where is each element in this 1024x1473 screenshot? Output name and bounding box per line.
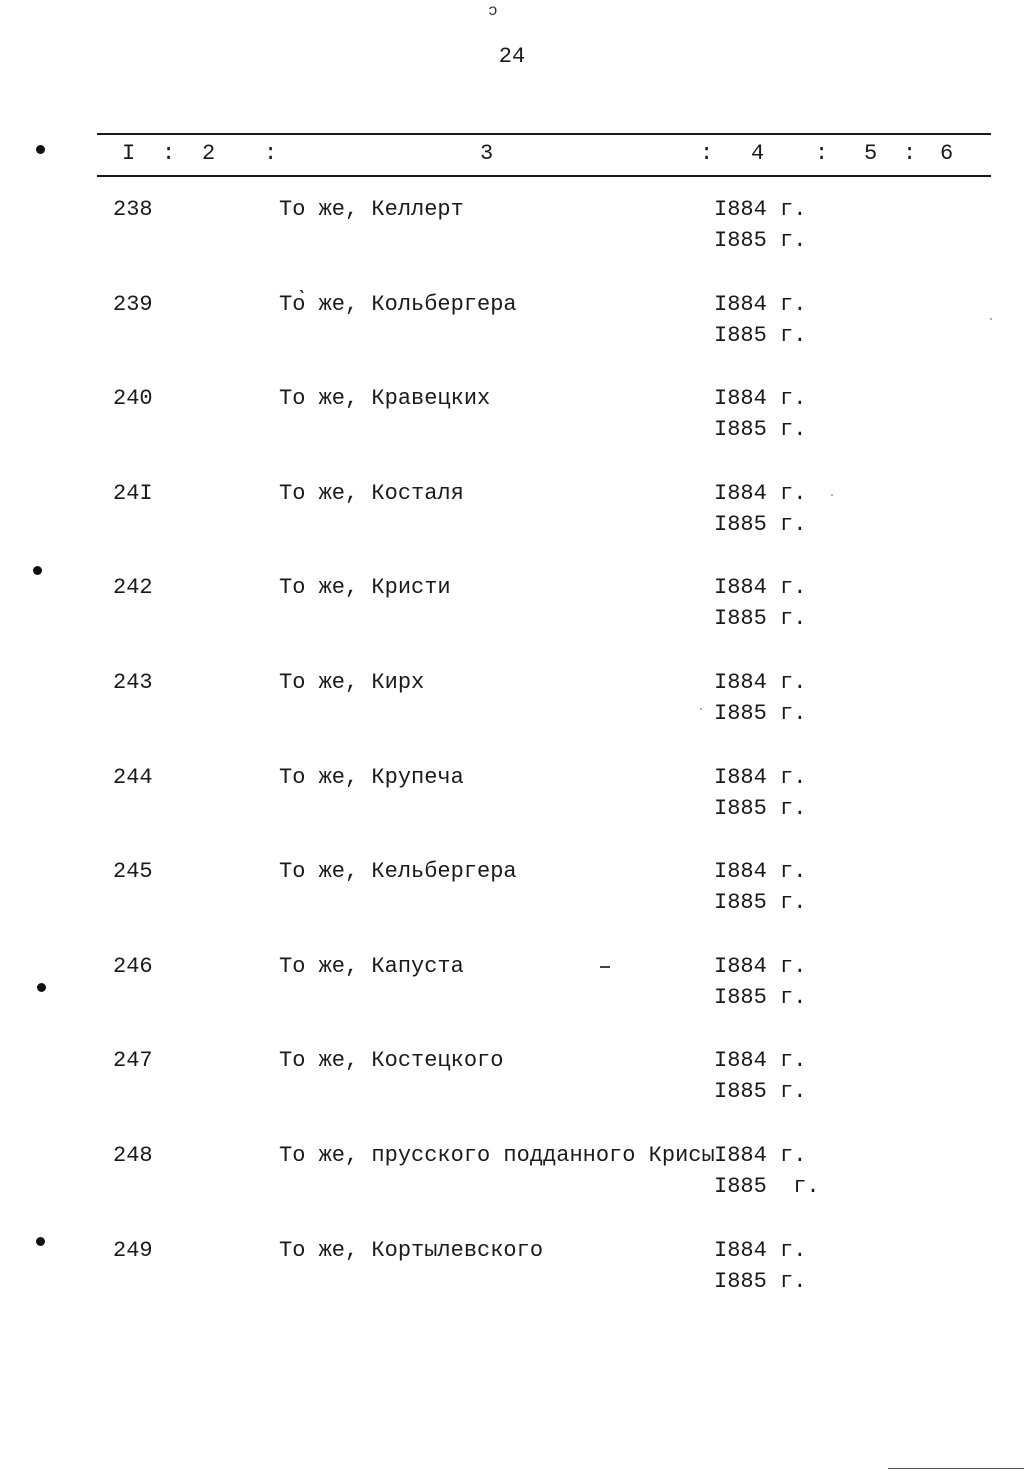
record-year-1: I884 г.	[714, 197, 807, 222]
header-col-3: 3	[480, 141, 494, 166]
record-description: То же, Костецкого	[279, 1048, 504, 1074]
record-year-1: I884 г.	[714, 291, 807, 317]
record-description: То же, Кортылевского	[279, 1237, 544, 1263]
scan-speck	[700, 708, 702, 710]
record-year-2: I885 г.	[714, 606, 807, 632]
record-year-2: I885 г.	[714, 795, 807, 821]
record-number: 248	[113, 1142, 153, 1168]
record-row	[0, 1048, 1024, 1143]
record-year-2: I885 г.	[714, 984, 807, 1010]
record-year-2: I885 г.	[714, 511, 807, 537]
record-row	[0, 1238, 1024, 1333]
header-col-2: 2	[202, 141, 216, 166]
record-year-1: I884 г.	[714, 1048, 807, 1074]
record-description: То же, Кирх	[279, 669, 425, 695]
scan-speck	[600, 966, 610, 968]
record-year-1: I884 г.	[714, 575, 807, 601]
table-top-rule	[97, 133, 991, 135]
record-number: 246	[113, 953, 153, 979]
record-number: 242	[113, 575, 153, 601]
header-separator: :	[700, 141, 714, 166]
record-number: 247	[113, 1048, 153, 1074]
header-col-4: 4	[751, 141, 765, 166]
header-separator: :	[903, 141, 917, 166]
record-year-2: I885 г.	[714, 890, 807, 916]
header-separator: :	[815, 141, 829, 166]
record-year-1: I884 г.	[714, 669, 807, 695]
record-year-1: I884 г.	[714, 764, 807, 790]
record-number: 244	[113, 764, 153, 790]
binder-hole-mark	[33, 566, 42, 575]
record-year-2: I885 г.	[714, 1079, 807, 1105]
record-year-1: I884 г.	[714, 386, 807, 412]
record-row	[0, 1143, 1024, 1238]
record-year-2: I885 г.	[714, 322, 807, 348]
page-number: 24	[498, 44, 526, 69]
record-row	[0, 197, 1024, 292]
record-number: 24I	[113, 480, 153, 506]
record-number: 239	[113, 291, 153, 317]
record-year-2: I885 г.	[714, 1268, 807, 1294]
binder-hole-mark	[36, 1237, 45, 1246]
record-year-1: I884 г.	[714, 859, 807, 885]
record-number: 240	[113, 386, 153, 412]
record-row	[0, 859, 1024, 954]
record-number: 238	[113, 197, 153, 222]
record-description: То же, Кельбергера	[279, 859, 517, 885]
scan-speck	[990, 318, 992, 320]
binder-hole-mark	[37, 983, 46, 992]
record-year-1: I884 г.	[714, 1142, 807, 1168]
header-col-6: 6	[940, 141, 954, 166]
record-number: 243	[113, 669, 153, 695]
record-row	[0, 292, 1024, 387]
record-row	[0, 765, 1024, 860]
record-year-2: I885 г.	[714, 228, 807, 253]
table-header-rule	[97, 175, 991, 177]
record-year-1: I884 г.	[714, 1237, 807, 1263]
scan-speck	[831, 494, 833, 496]
record-number: 249	[113, 1237, 153, 1263]
record-year-1: I884 г.	[714, 480, 807, 506]
header-separator: :	[264, 141, 278, 166]
header-col-5: 5	[864, 141, 878, 166]
records-list	[0, 197, 1024, 1332]
header-separator: :	[162, 141, 176, 166]
record-year-2: I885 г.	[714, 417, 807, 443]
record-description: То же, Кристи	[279, 575, 451, 601]
record-row	[0, 481, 1024, 576]
record-number: 245	[113, 859, 153, 885]
binder-hole-mark	[36, 145, 45, 154]
record-row	[0, 954, 1024, 1049]
record-year-2: I885 г.	[714, 700, 807, 726]
record-year-2: I885 г.	[714, 1173, 820, 1199]
record-description: То же, Келлерт	[279, 197, 464, 222]
record-year-1: I884 г.	[714, 953, 807, 979]
record-description: То̀ же, Кольбергера	[279, 291, 517, 317]
record-description: То же, прусского подданного Крисы	[279, 1142, 715, 1168]
record-description: То же, Капуста	[279, 953, 464, 979]
record-description: То же, Крупеча	[279, 764, 464, 790]
record-description: То же, Косталя	[279, 480, 464, 506]
record-row	[0, 386, 1024, 481]
page-mark: ɔ	[488, 2, 498, 20]
record-row	[0, 575, 1024, 670]
record-description: То же, Кравецких	[279, 386, 491, 412]
record-row	[0, 670, 1024, 765]
scan-edge-line	[888, 1468, 1024, 1469]
header-col-1: I	[122, 141, 136, 166]
